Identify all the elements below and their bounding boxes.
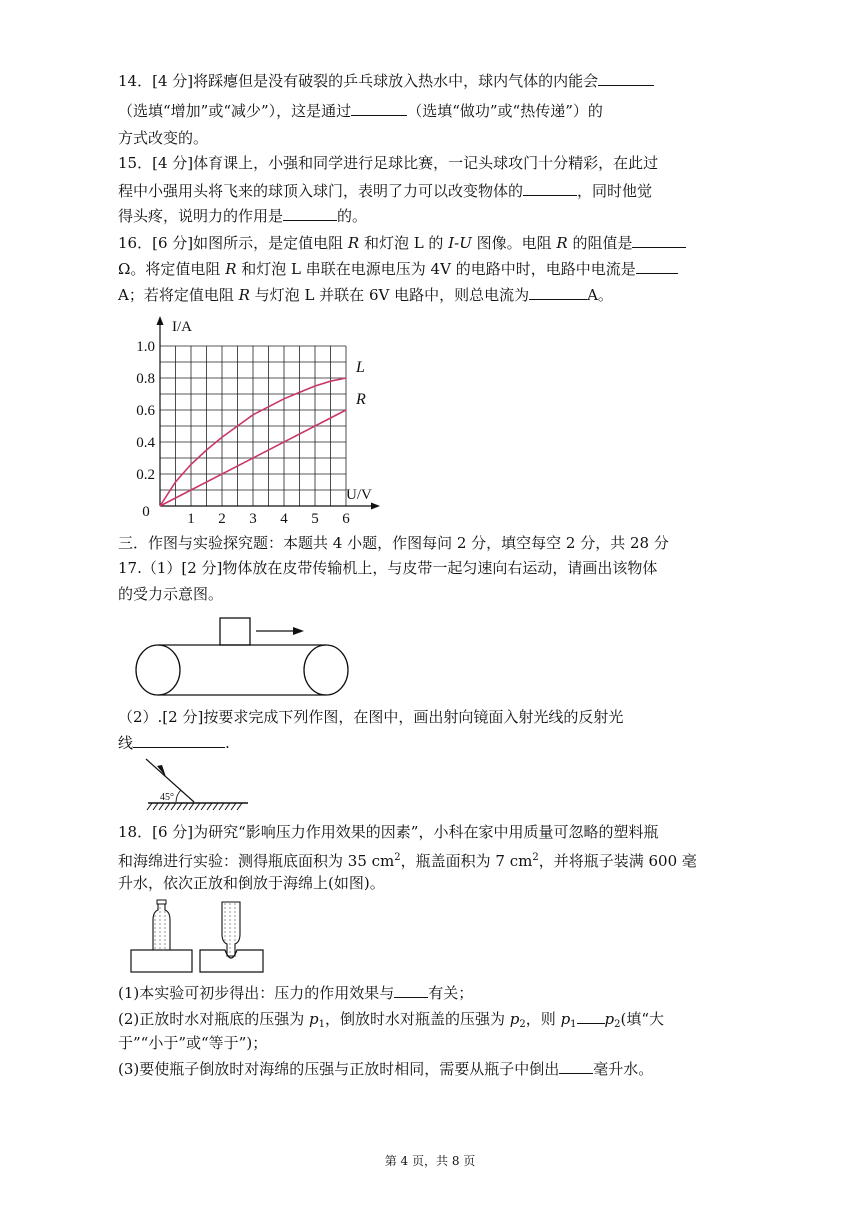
right-roller xyxy=(304,645,348,695)
x-tick-label: 2 xyxy=(218,511,226,527)
q18-line2 xyxy=(118,848,697,871)
hatch-line xyxy=(207,803,212,810)
q16-text: 和灯泡 L 的 xyxy=(359,234,449,252)
q16-line3 xyxy=(118,284,613,305)
chart-grid xyxy=(160,346,346,506)
q17-line1 xyxy=(118,558,657,578)
q16-text: 的阻值是 xyxy=(567,234,633,252)
q16-text: A；若将定值电阻 xyxy=(118,286,239,304)
q14-text: 方式改变的。 xyxy=(118,129,209,147)
answer-blank[interactable] xyxy=(133,732,225,748)
bottle-upright xyxy=(153,902,170,950)
q18-text: ，则 xyxy=(525,1010,561,1028)
y-axis-label: I/A xyxy=(172,319,192,335)
q18-sub2 xyxy=(118,1008,664,1035)
q18-text: 于”“小于”或“等于”)； xyxy=(118,1034,268,1052)
section-3-heading xyxy=(118,533,669,553)
pressure-symbol: p xyxy=(509,1010,520,1028)
y-tick-label: 0.6 xyxy=(136,403,155,419)
x-axis-arrow xyxy=(371,503,380,510)
superscript: 2 xyxy=(532,852,539,863)
y-tick-label: 1.0 xyxy=(136,339,155,355)
q18-text: 18．[6 分]为研究“影响压力作用效果的因素”，小科在家中用质量可忽略的塑料瓶 xyxy=(118,823,659,841)
answer-blank[interactable] xyxy=(529,284,587,300)
hatch-line xyxy=(213,803,218,810)
q15-line3 xyxy=(118,205,367,226)
q18-text: 升水，依次正放和倒放于海绵上(如图)。 xyxy=(118,874,385,892)
y-tick-label: 0.8 xyxy=(136,371,155,387)
x-tick-label: 1 xyxy=(187,511,195,527)
answer-blank[interactable] xyxy=(632,232,686,248)
page-footer: 第 4 页，共 8 页 xyxy=(384,1154,476,1168)
q15-text: 的。 xyxy=(337,207,368,225)
sponge-left xyxy=(131,950,192,972)
q17-text: . xyxy=(225,734,230,752)
q15-line1 xyxy=(118,153,658,173)
answer-blank[interactable] xyxy=(283,205,337,221)
q15-text: 15．[4 分]体育课上，小强和同学进行足球比赛，一记头球攻门十分精彩，在此过 xyxy=(118,154,659,172)
q14-text: （选填“做功”或“热传递”）的 xyxy=(407,102,603,120)
hatch-line xyxy=(201,803,206,810)
x-tick-label: 6 xyxy=(342,511,350,527)
incident-ray-arrow xyxy=(157,765,166,777)
conveyor-belt-figure xyxy=(130,615,360,705)
origin-label: 0 xyxy=(142,504,150,520)
motion-arrow-head xyxy=(293,627,304,635)
q18-text: (2)正放时水对瓶底的压强为 xyxy=(118,1010,310,1028)
iu-symbol: I-U xyxy=(448,234,472,252)
series-label-l: L xyxy=(356,359,365,376)
q16-text: 与灯泡 L 并联在 6V 电路中，则总电流为 xyxy=(249,286,530,304)
q14-line2 xyxy=(118,100,603,121)
left-roller xyxy=(136,645,180,695)
x-tick-label: 3 xyxy=(249,511,257,527)
q16-text: 16．[6 分]如图所示，是定值电阻 xyxy=(118,234,348,252)
chart-labels xyxy=(136,319,372,527)
hatch-line xyxy=(189,803,194,810)
hatch-line xyxy=(165,803,170,810)
hatch-line xyxy=(183,803,188,810)
q15-text: 程中小强用头将飞来的球顶入球门，表明了力可以改变物体的 xyxy=(118,182,524,200)
q14-text: 14．[4 分]将踩瘪但是没有破裂的乒乓球放入热水中，球内气体的内能会 xyxy=(118,72,599,90)
superscript: 2 xyxy=(394,852,401,863)
q16-line2 xyxy=(118,258,678,279)
q18-line1 xyxy=(118,822,658,842)
bottle-inverted xyxy=(222,902,240,956)
angle-label: 45° xyxy=(160,792,174,803)
resistor-symbol: R xyxy=(238,286,250,304)
pressure-symbol: p xyxy=(309,1010,319,1028)
q16-text: Ω。将定值电阻 xyxy=(118,260,226,278)
q15-text: ，同时他觉 xyxy=(577,182,653,200)
angle-arc xyxy=(176,790,181,802)
y-tick-label: 0.4 xyxy=(136,435,155,451)
q18-sub3 xyxy=(118,1058,653,1079)
q18-text: (1)本实验可初步得出：压力的作用效果与 xyxy=(118,984,395,1002)
mirror-figure xyxy=(138,755,253,813)
hatch-line xyxy=(225,803,230,810)
q18-text: (3)要使瓶子倒放时对海绵的压强与正放时相同，需要从瓶子中倒出 xyxy=(118,1060,560,1078)
hatch-line xyxy=(177,803,182,810)
q18-text: ，并将瓶子装满 600 毫 xyxy=(538,852,697,870)
resistor-symbol: R xyxy=(556,234,568,252)
resistor-symbol: R xyxy=(225,260,237,278)
q17-line2 xyxy=(118,584,223,604)
q16-line1 xyxy=(118,232,686,253)
bottle-cap xyxy=(157,900,166,904)
q16-text: A。 xyxy=(587,286,613,304)
q18-text: ，倒放时水对瓶盖的压强为 xyxy=(325,1010,510,1028)
hatch-line xyxy=(147,803,152,810)
hatch-line xyxy=(153,803,158,810)
answer-blank[interactable] xyxy=(577,1008,605,1024)
box-object xyxy=(220,618,250,645)
q17-part2-line2 xyxy=(118,732,230,753)
hatch-line xyxy=(171,803,176,810)
q15-text: 得头疼，说明力的作用是 xyxy=(118,207,284,225)
pressure-symbol: p xyxy=(560,1010,571,1028)
bottle-sponge-figure xyxy=(128,898,268,974)
y-axis-arrow xyxy=(157,316,164,325)
subscript: 2 xyxy=(519,1019,526,1030)
q17-text: （2）.[2 分]按要求完成下列作图，在图中，画出射向镜面入射光线的反射光 xyxy=(118,708,624,726)
answer-blank[interactable] xyxy=(394,982,428,998)
q18-line3 xyxy=(118,873,385,893)
hatch-line xyxy=(195,803,200,810)
subscript: 1 xyxy=(318,1019,326,1030)
answer-blank[interactable] xyxy=(598,70,654,86)
q18-text: 和海绵进行实验：测得瓶底面积为 35 cm xyxy=(118,852,395,870)
q18-text: 毫升水。 xyxy=(593,1060,654,1078)
answer-blank[interactable] xyxy=(523,180,577,196)
hatch-line xyxy=(159,803,164,810)
x-tick-label: 4 xyxy=(280,511,288,527)
q18-sub1 xyxy=(118,982,473,1003)
q16-text: 图像。电阻 xyxy=(471,234,557,252)
q18-text: 有关； xyxy=(428,984,474,1002)
y-tick-label: 0.2 xyxy=(136,467,155,483)
q17-text: 17.（1）[2 分]物体放在皮带传输机上，与皮带一起匀速向右运动，请画出该物体 xyxy=(118,559,658,577)
answer-blank[interactable] xyxy=(559,1058,593,1074)
q17-part2-line1 xyxy=(118,707,623,727)
q14-text: （选填“增加”或“减少”），这是通过 xyxy=(118,102,352,120)
section-3-text: 三．作图与实验探究题：本题共 4 小题，作图每问 2 分，填空每空 2 分，共 28 分 xyxy=(118,534,669,552)
hatch-line xyxy=(231,803,236,810)
q17-text: 的受力示意图。 xyxy=(118,585,224,603)
answer-blank[interactable] xyxy=(636,258,678,274)
iu-chart xyxy=(124,312,384,530)
x-tick-label: 5 xyxy=(311,511,319,527)
q17-text: 线 xyxy=(118,734,134,752)
x-axis-label: U/V xyxy=(346,487,372,503)
answer-blank[interactable] xyxy=(351,100,407,116)
q18-sub2-cont xyxy=(118,1033,267,1053)
q14-line3 xyxy=(118,128,208,148)
series-label-r: R xyxy=(356,391,366,408)
q14-line1 xyxy=(118,70,654,91)
q15-line2 xyxy=(118,180,652,201)
subscript: 1 xyxy=(570,1019,577,1030)
subscript: 2 xyxy=(614,1019,621,1030)
pressure-symbol: p xyxy=(604,1010,615,1028)
q18-text: ，瓶盖面积为 7 cm xyxy=(400,852,533,870)
hatch-line xyxy=(219,803,224,810)
mirror-hatch xyxy=(147,803,242,810)
q16-text: 和灯泡 L 串联在电源电压为 4V 的电路中时，电路中电流是 xyxy=(236,260,636,278)
resistor-symbol: R xyxy=(347,234,360,252)
q18-text: (填“大 xyxy=(620,1010,665,1028)
hatch-line xyxy=(237,803,242,810)
